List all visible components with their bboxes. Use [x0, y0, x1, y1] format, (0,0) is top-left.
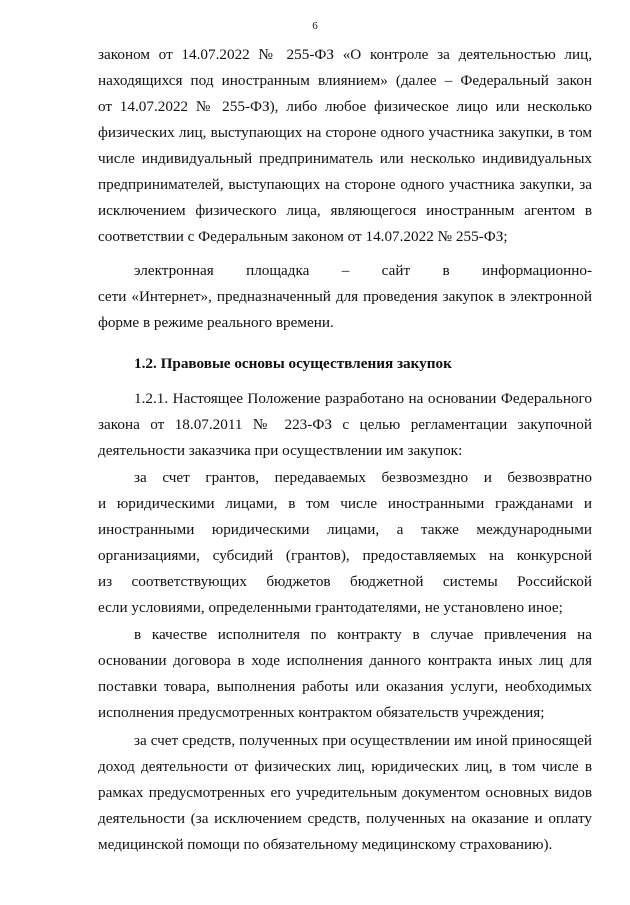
paragraph-line: физических лиц, выступающих на стороне одного участника закупки, в том	[98, 124, 592, 141]
paragraph-line: закона от 18.07.2011 № 223-ФЗ с целью регламентации закупочной	[98, 416, 592, 433]
paragraph-line: форме в режиме реального времени.	[98, 314, 334, 331]
paragraph-line: деятельности (за исключением средств, полученных на оказание и оплату	[98, 810, 592, 827]
paragraph-line: из соответствующих бюджетов бюджетной системы Российской	[98, 573, 592, 590]
paragraph-line: рамках предусмотренных его учредительным документом основных видов	[98, 784, 592, 801]
paragraph-line: в качестве исполнителя по контракту в случае привлечения на	[134, 626, 592, 643]
section-heading: 1.2. Правовые основы осуществления закупок	[134, 355, 452, 372]
paragraph-line: и юридическими лицами, в том числе иностранными гражданами и	[98, 495, 592, 512]
paragraph-line: за счет грантов, передаваемых безвозмездно и безвозвратно	[134, 469, 592, 486]
paragraph-line: доход деятельности от физических лиц, юридических лиц, в том числе в	[98, 758, 592, 775]
paragraph-line: от 14.07.2022 № 255-ФЗ), либо любое физическое лицо или несколько	[98, 98, 592, 115]
paragraph-line: законом от 14.07.2022 № 255-ФЗ «О контроле за деятельностью лиц,	[98, 46, 592, 63]
paragraph-line: иностранными юридическими лицами, а также международными	[98, 521, 592, 538]
paragraph-line: числе индивидуальный предприниматель или несколько индивидуальных	[98, 150, 592, 167]
paragraph-line: поставки товара, выполнения работы или оказания услуги, необходимых	[98, 678, 592, 695]
paragraph-line: исполнения предусмотренных контрактом обязательств учреждения;	[98, 704, 545, 721]
page-number: 6	[312, 20, 318, 32]
paragraph-line: если условиями, определенными грантодателями, не установлено иное;	[98, 599, 563, 616]
paragraph-line: предпринимателей, выступающих на стороне одного участника закупки, за	[98, 176, 592, 193]
paragraph-line: находящихся под иностранным влиянием» (далее – Федеральный закон	[98, 72, 592, 89]
paragraph-line: медицинской помощи по обязательному медицинскому страхованию).	[98, 836, 553, 853]
paragraph-line: деятельности заказчика при осуществлении им закупок:	[98, 442, 463, 459]
paragraph-line: соответствии с Федеральным законом от 14.07.2022 № 255-ФЗ;	[98, 228, 508, 245]
paragraph-line: 1.2.1. Настоящее Положение разработано на основании Федерального	[134, 390, 592, 407]
paragraph-line: за счет средств, полученных при осуществлении им иной приносящей	[134, 732, 592, 749]
paragraph-line: исключением физического лица, являющегося иностранным агентом в	[98, 202, 592, 219]
paragraph-line: электронная площадка – сайт в информационно-	[134, 262, 592, 279]
paragraph-line: организациями, субсидий (грантов), предоставляемых на конкурсной	[98, 547, 592, 564]
paragraph-line: основании договора в ходе исполнения данного контракта иных лиц для	[98, 652, 592, 669]
paragraph-line: сети «Интернет», предназначенный для проведения закупок в электронной	[98, 288, 592, 305]
